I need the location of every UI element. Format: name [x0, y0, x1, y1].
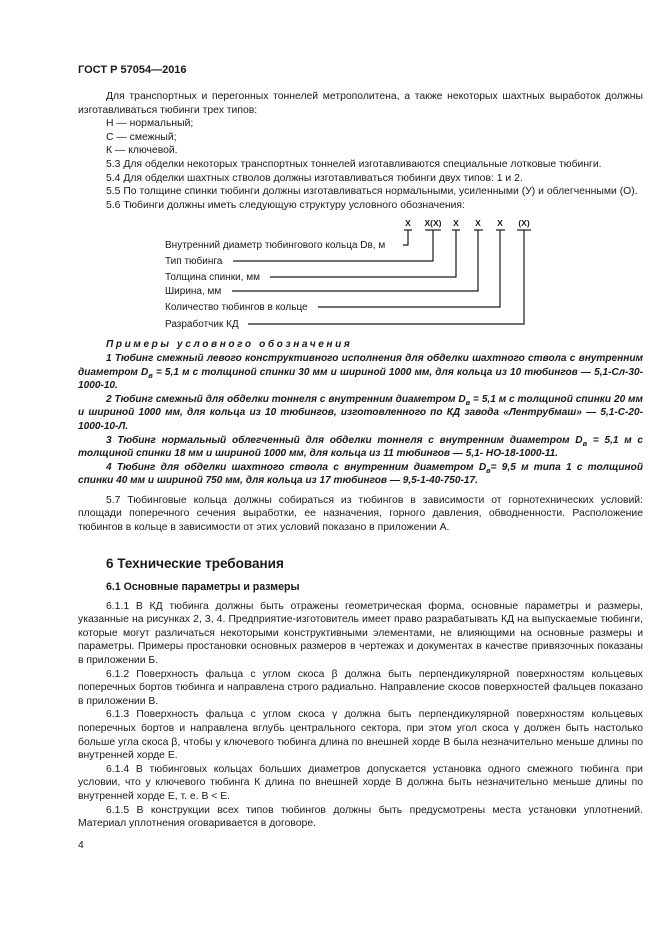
paragraph: Для транспортных и перегонных тоннелей метрополитена, а также некоторых шахтных выработок должны изготавливаться тюбинги трех типов: [78, 91, 643, 116]
subsection-heading-6-1: 6.1 Основные параметры и размеры [106, 580, 300, 593]
paragraph: 6.1.1 В КД тюбинга должны быть отражены геометрическая форма, основные параметры и размеры, указанные на рисунках 2, 3, 4. Предприятие-изготовитель имеет право разрабатывать КД на выпускаемые тюбинги, которые могут различаться некоторыми конструктивными элементами, не влияющими на основные размеры и параметры. Примеры простановки основных размеров в чертежах и документах в качестве привязочных показаны в приложении Б. [78, 600, 643, 667]
list-item: С — смежный; [106, 131, 177, 143]
paragraph: 5.5 По толщине спинки тюбинги должны изготавливаться нормальными, усиленными (У) и облегченными (О). [106, 186, 638, 198]
diagram-label: Количество тюбингов в кольце [165, 302, 308, 314]
paragraph: 6.1.4 В тюбинговых кольцах больших диаметров допускается установка одного смежного тюбинга при условии, что у ключевого тюбинга К длина по внешней хорде B должна быть незначительно меньше длины по внутренней хорде E, т. е. B < E. [78, 763, 643, 802]
example-item: 4 Тюбинг для обделки шахтного ствола с внутренним диаметром $D_в= 9,5$ м типа 1 с толщиной спинки 40 мм и шириной 750 мм, для кольца из 17 тюбингов — 9,5-1-40-750-17. [78, 461, 643, 487]
code-thickness: Х [453, 218, 459, 229]
diagram-label: Внутренний диаметр тюбингового кольца Dв, м [165, 240, 386, 252]
list-item: Н — нормальный; [106, 118, 194, 130]
paragraph: 5.3 Для обделки некоторых транспортных тоннелей изготавливаются специальные лотковые тюбинги. [106, 158, 602, 170]
paragraph: 6.1.2 Поверхность фальца с углом скоса β должна быть перпендикулярной поверхностям кольцевых поперечных бортов тюбинга и направлена строго радиально. Направление скосов поверхностей фальцев показано в приложении В. [78, 668, 643, 707]
paragraph: 5.7 Тюбинговые кольца должны собираться из тюбингов в зависимости от горнотехнических условий: площади поперечного сечения выработки, ее назначения, горного давления, обводненности. Расположение тюбингов в кольце в зависимости от этих условий показано в приложении А. [78, 494, 643, 534]
code-type: Х(Х) [424, 218, 442, 229]
page-number: 4 [78, 839, 84, 851]
diagram-label: Ширина, мм [165, 286, 222, 298]
code-count: Х [497, 218, 503, 229]
code-diameter: Х [405, 218, 411, 229]
examples-title: Примеры условного обозначения [106, 339, 353, 351]
section-heading-6: 6 Технические требования [106, 555, 284, 571]
diagram-label: Разработчик КД [165, 319, 239, 331]
paragraph-5-7 [78, 494, 643, 535]
example-item: 3 Тюбинг нормальный облегченный для обделки тоннеля с внутренним диаметром $D_в = 5,1$ м с толщиной спинки 18 мм и шириной 1000 мм, для кольца из 11 тюбингов — 5,1- НО-18-1000-11. [78, 434, 643, 460]
paragraph: 5.4 Для обделки шахтных стволов должны изготавливаться тюбинги двух типов: 1 и 2. [106, 172, 523, 184]
diagram-label: Толщина спинки, мм [165, 272, 260, 284]
code-width: Х [475, 218, 481, 229]
document-header: ГОСТ Р 57054—2016 [78, 64, 187, 76]
paragraph: 5.6 Тюбинги должны иметь следующую структуру условного обозначения: [106, 199, 465, 211]
intro-section [78, 90, 643, 212]
list-item: К — ключевой. [106, 145, 178, 157]
paragraph: 6.1.5 В конструкции всех типов тюбингов должны быть предусмотрены места установки уплотнений. Материал уплотнения оговаривается в договоре. [78, 804, 643, 830]
diagram-label: Тип тюбинга [165, 256, 223, 268]
example-item: 1 Тюбинг смежный левого конструктивного исполнения для обделки шахтного ствола с внутренним диаметром $D_в = 5,1$ м с толщиной спинки 30 мм и шириной 1000 мм, для кольца из 10 тюбингов — 5,1-Сл-30-1000-10. [78, 352, 643, 392]
section-6-body [78, 600, 643, 831]
paragraph: 6.1.3 Поверхность фальца с углом скоса γ должна быть перпендикулярной поверхностям кольцевых поперечных бортов и направлена вглубь центрального сектора, при этом угол скоса γ должен быть настолько больше угла скоса β, чтобы у ключевого тюбинга длина по внешней хорде B была незначительно меньше длины по внутренней хорде E. [78, 709, 643, 762]
examples-section [78, 338, 643, 488]
example-item: 2 Тюбинг смежный для обделки тоннеля с внутренним диаметром $D_в = 5,1$ м с толщиной спинки 20 мм и шириной 1000 мм, для кольца из 10 тюбингов, изготовленного по КД завода «Лентрубмаш» — 5,1-С-20-1000-10-Л. [78, 393, 643, 432]
designation-structure-diagram [0, 212, 661, 334]
code-developer: (Х) [518, 218, 530, 229]
